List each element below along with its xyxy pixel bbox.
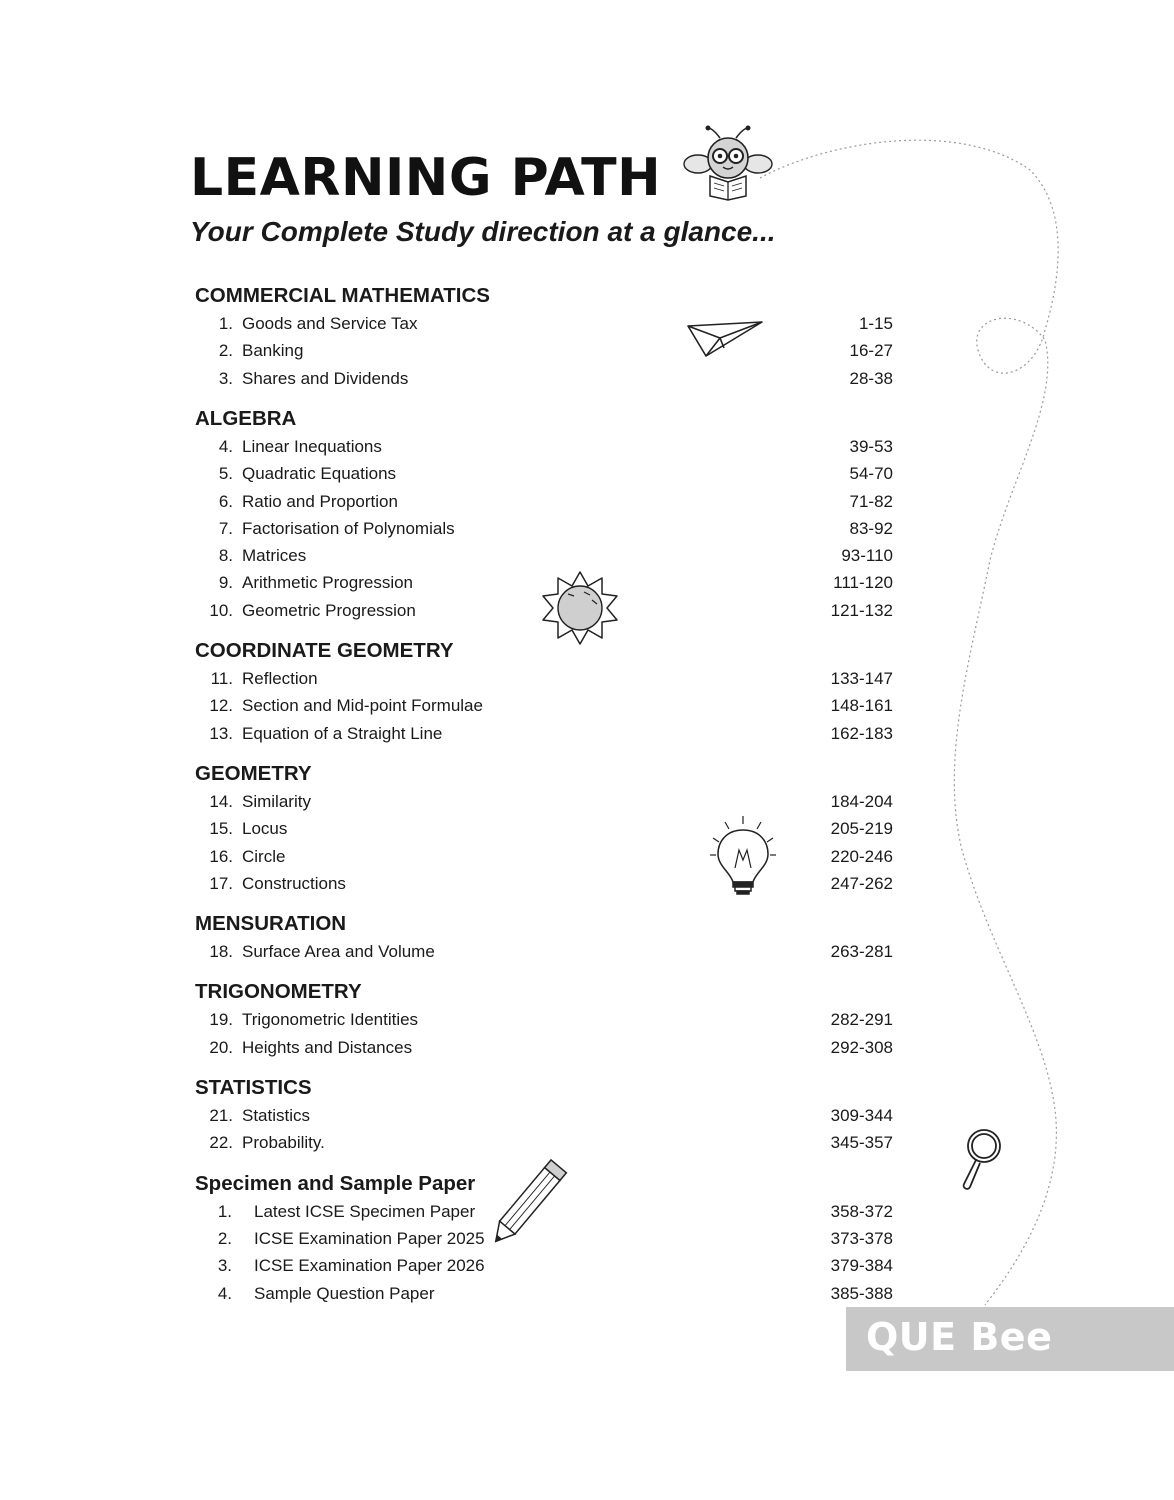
page-subtitle: Your Complete Study direction at a glance... xyxy=(190,216,776,247)
toc-row[interactable] xyxy=(0,492,1174,516)
page-range: 16-27 xyxy=(849,341,893,361)
chapter-title: Section and Mid-point Formulae xyxy=(242,696,483,716)
chapter-title: Probability. xyxy=(242,1133,325,1153)
chapter-title: Surface Area and Volume xyxy=(242,942,435,962)
chapter-number: 9. xyxy=(218,573,233,593)
toc-row[interactable] xyxy=(0,942,1174,966)
chapter-number: 10. xyxy=(209,600,233,620)
page-range: 71-82 xyxy=(849,491,893,511)
page-range: 379-384 xyxy=(830,1256,893,1276)
chapter-number: 2. xyxy=(218,341,233,361)
section-heading: TRIGONOMETRY xyxy=(195,980,362,1004)
toc-row[interactable] xyxy=(0,314,1174,338)
chapter-number: 17. xyxy=(209,873,233,893)
toc-row[interactable] xyxy=(0,341,1174,365)
toc-row[interactable] xyxy=(0,573,1174,597)
section-heading: Specimen and Sample Paper xyxy=(195,1171,476,1195)
page-range: 309-344 xyxy=(830,1106,893,1125)
toc-row[interactable] xyxy=(0,1038,1174,1062)
chapter-title: Banking xyxy=(242,341,304,361)
chapter-title: Sample Question Paper xyxy=(254,1283,435,1303)
chapter-title: Circle xyxy=(242,846,286,866)
chapter-title: Geometric Progression xyxy=(242,600,416,620)
brand-logo-text: QUE Bee xyxy=(866,1315,1053,1359)
chapter-number: 8. xyxy=(218,546,233,566)
chapter-number: 2. xyxy=(217,1228,232,1248)
chapter-title: ICSE Examination Paper 2025 xyxy=(254,1228,485,1248)
chapter-number: 3. xyxy=(218,368,233,388)
chapter-title: Factorisation of Polynomials xyxy=(242,518,455,538)
toc-row[interactable] xyxy=(0,601,1174,625)
page-range: 121-132 xyxy=(830,600,893,620)
page-range: 373-378 xyxy=(830,1228,893,1248)
toc-row[interactable] xyxy=(0,669,1174,693)
chapter-number: 16. xyxy=(209,846,233,866)
chapter-title: Quadratic Equations xyxy=(242,464,397,484)
toc-row[interactable] xyxy=(0,724,1174,748)
toc-row[interactable] xyxy=(0,1106,1174,1130)
toc-row[interactable] xyxy=(0,696,1174,720)
chapter-title: Reflection xyxy=(242,669,318,688)
page-title: LEARNING PATH xyxy=(190,148,662,208)
toc-row[interactable] xyxy=(0,792,1174,816)
chapter-title: Constructions xyxy=(242,873,346,893)
section-heading: GEOMETRY xyxy=(195,761,312,785)
section-heading: STATISTICS xyxy=(195,1076,312,1099)
chapter-title: Similarity xyxy=(242,791,311,811)
chapter-number: 12. xyxy=(209,696,233,716)
chapter-number: 3. xyxy=(217,1256,232,1276)
page-range: 133-147 xyxy=(830,669,893,688)
page-range: 184-204 xyxy=(830,791,893,811)
section-heading: COORDINATE GEOMETRY xyxy=(195,639,454,662)
chapter-number: 19. xyxy=(209,1010,233,1030)
toc-row[interactable] xyxy=(0,874,1174,898)
page-range: 292-308 xyxy=(830,1037,893,1057)
page-range: 385-388 xyxy=(830,1283,893,1303)
page-range: 358-372 xyxy=(830,1201,893,1221)
section-heading: MENSURATION xyxy=(195,912,347,936)
page-range: 247-262 xyxy=(830,873,893,893)
section-heading: COMMERCIAL MATHEMATICS xyxy=(195,284,490,307)
page-range: 39-53 xyxy=(849,436,893,456)
chapter-title: Trigonometric Identities xyxy=(242,1010,419,1030)
chapter-title: Goods and Service Tax xyxy=(242,314,418,333)
chapter-number: 1. xyxy=(217,1201,232,1221)
chapter-number: 4. xyxy=(217,1283,232,1303)
brand-badge xyxy=(846,1307,1174,1371)
chapter-title: Linear Inequations xyxy=(242,436,382,456)
chapter-number: 4. xyxy=(218,436,233,456)
chapter-title: Shares and Dividends xyxy=(242,368,409,388)
chapter-number: 6. xyxy=(218,491,233,511)
chapter-title: Matrices xyxy=(242,546,307,566)
toc-row[interactable] xyxy=(0,519,1174,543)
chapter-number: 5. xyxy=(218,464,233,484)
page-range: 263-281 xyxy=(830,942,893,962)
page-range: 93-110 xyxy=(841,546,893,566)
chapter-number: 13. xyxy=(209,723,233,743)
chapter-title: Heights and Distances xyxy=(242,1037,413,1057)
chapter-title: Arithmetic Progression xyxy=(242,573,414,593)
page-range: 111-120 xyxy=(833,573,893,593)
chapter-number: 11. xyxy=(210,669,233,688)
toc-row[interactable] xyxy=(0,437,1174,461)
bee-mascot-icon xyxy=(684,126,772,201)
chapter-title: Equation of a Straight Line xyxy=(242,723,443,743)
chapter-title: Ratio and Proportion xyxy=(242,491,398,511)
toc-row[interactable] xyxy=(0,369,1174,393)
page-range: 148-161 xyxy=(830,696,893,716)
chapter-number: 21. xyxy=(209,1106,233,1125)
page-range: 345-357 xyxy=(830,1133,893,1153)
chapter-number: 18. xyxy=(209,942,233,962)
page-range: 54-70 xyxy=(849,464,893,484)
toc-row[interactable] xyxy=(0,1010,1174,1034)
page-range: 162-183 xyxy=(830,723,893,743)
toc-row[interactable] xyxy=(0,1202,1174,1226)
chapter-title: Latest ICSE Specimen Paper xyxy=(254,1201,476,1221)
page-range: 282-291 xyxy=(830,1010,893,1030)
toc-row[interactable] xyxy=(0,1229,1174,1253)
page-range: 205-219 xyxy=(830,819,893,839)
chapter-title: Statistics xyxy=(242,1106,311,1125)
chapter-number: 20. xyxy=(209,1037,233,1057)
section-heading: ALGEBRA xyxy=(195,406,297,430)
chapter-number: 14. xyxy=(209,791,233,811)
toc-row[interactable] xyxy=(0,1256,1174,1280)
page-range: 83-92 xyxy=(849,518,893,538)
chapter-number: 1. xyxy=(218,314,233,333)
page-range: 1-15 xyxy=(858,314,893,333)
chapter-title: ICSE Examination Paper 2026 xyxy=(254,1256,485,1276)
page-range: 28-38 xyxy=(849,368,893,388)
chapter-number: 7. xyxy=(218,518,233,538)
page-range: 220-246 xyxy=(830,846,893,866)
toc-row[interactable] xyxy=(0,1133,1174,1157)
chapter-title: Locus xyxy=(242,819,288,839)
toc-row[interactable] xyxy=(0,546,1174,570)
chapter-number: 22. xyxy=(209,1133,233,1153)
chapter-number: 15. xyxy=(209,819,233,839)
toc-row[interactable] xyxy=(0,464,1174,488)
toc-row[interactable] xyxy=(0,819,1174,843)
toc-row[interactable] xyxy=(0,847,1174,871)
toc-row[interactable] xyxy=(0,1284,1174,1308)
